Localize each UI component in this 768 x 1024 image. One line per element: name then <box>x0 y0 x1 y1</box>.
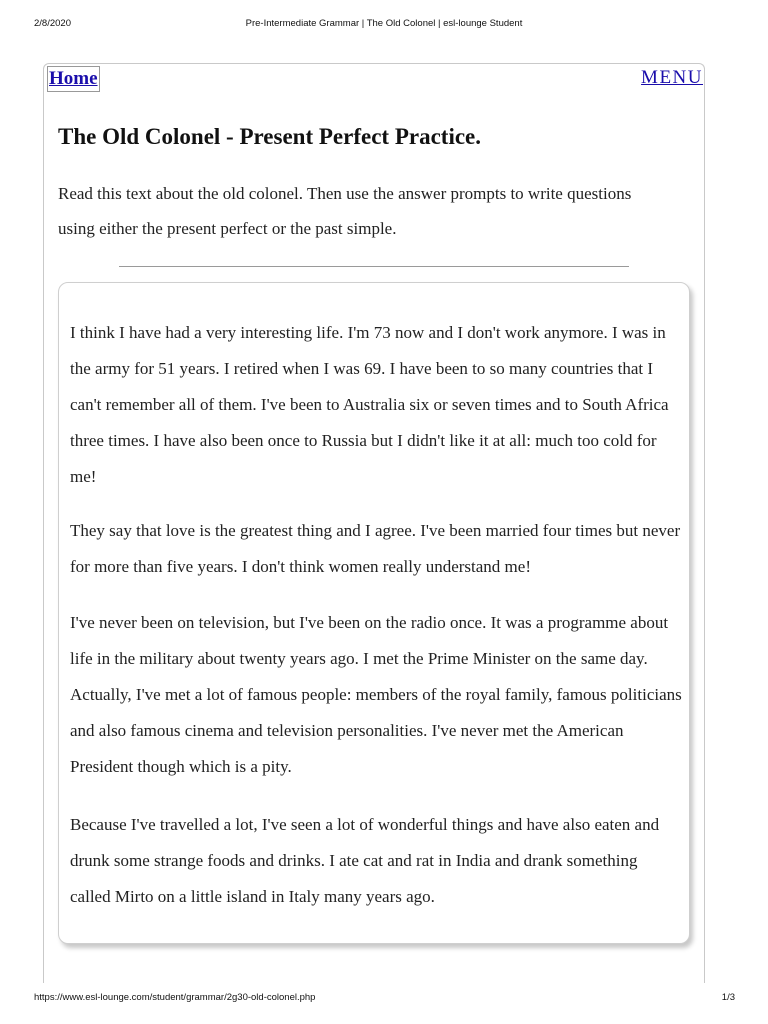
reading-paragraph-2: They say that love is the greatest thing and I agree. I've been married four times but never for more than five years. I don't think women really understand me! <box>70 521 681 576</box>
print-footer <box>0 992 768 1006</box>
home-link[interactable]: Home <box>47 66 100 92</box>
reading-paragraph-1: I think I have had a very interesting life. I'm 73 now and I don't work anymore. I was in the army for 51 years. I retired when I was 69. I have been to so many countries that I can't remember all of them. I've been to Australia six or seven times and to South Africa three times. I have also been once to Russia but I didn't like it at all: much too cold for me! <box>70 323 669 486</box>
divider <box>119 266 629 267</box>
reading-paragraph-4: Because I've travelled a lot, I've seen a lot of wonderful things and have also eaten and drunk some strange foods and drinks. I ate cat and rat in India and drank something called Mirto on a little island in Italy many years ago. <box>70 815 660 906</box>
article-title: The Old Colonel - Present Perfect Practice. <box>58 124 482 149</box>
page-number: 1/3 <box>721 992 735 1003</box>
article-intro: Read this text about the old colonel. Then use the answer prompts to write questions using either the present perfect or the past simple. <box>58 184 632 238</box>
reading-text-box <box>58 282 690 944</box>
print-date: 2/8/2020 <box>34 18 71 29</box>
print-page-title: Pre-Intermediate Grammar | The Old Colonel | esl-lounge Student <box>245 18 523 29</box>
print-header <box>0 18 768 32</box>
reading-paragraph-3: I've never been on television, but I've been on the radio once. It was a programme about life in the military about twenty years ago. I met the Prime Minister on the same day. Actually, I've met a lot of famous people: members of the royal family, famous politicians and also famous cinema and television personalities. I've never met the American President though which is a pity. <box>70 613 682 776</box>
print-url: https://www.esl-lounge.com/student/grammar/2g30-old-colonel.php <box>34 992 316 1003</box>
menu-link[interactable]: MENU <box>641 67 703 88</box>
